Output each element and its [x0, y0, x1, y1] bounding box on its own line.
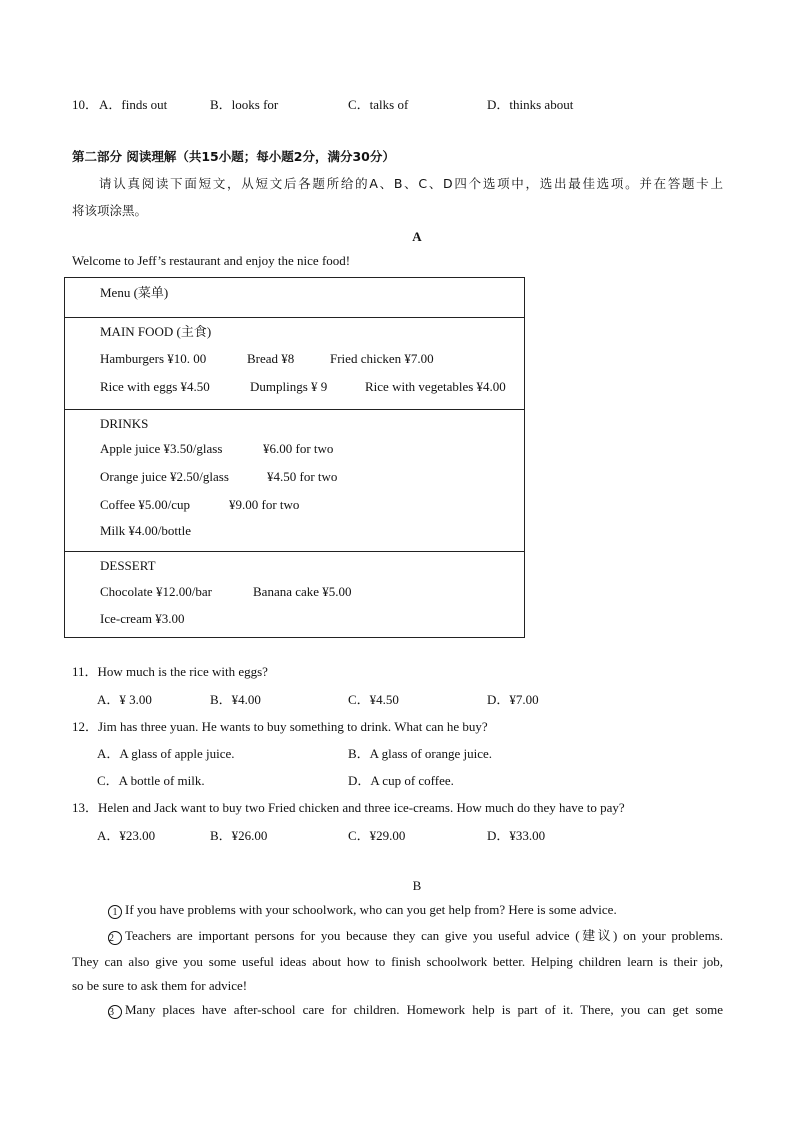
main-food-item: Hamburgers ¥10. 00: [100, 351, 207, 366]
q10-option-b: B．looks for: [210, 97, 279, 112]
q11-option-d: D．¥7.00: [487, 692, 539, 707]
drink-deal: ¥9.00 for two: [229, 497, 300, 512]
dessert-item: Banana cake ¥5.00: [253, 584, 352, 599]
drink-item: Apple juice ¥3.50/glass: [100, 441, 223, 456]
q13-option-d: D．¥33.00: [487, 828, 546, 843]
passage-b-paragraph-2-line1: [108, 928, 723, 945]
main-food-item: Dumplings ¥ 9: [250, 379, 328, 394]
q12-option-c: C．A bottle of milk.: [97, 773, 205, 788]
dessert-heading: DESSERT: [100, 558, 156, 573]
passage-b-paragraph-1: [108, 902, 617, 919]
main-food-item: Bread ¥8: [247, 351, 295, 366]
part2-instruction-line1: 请认真阅读下面短文，从短文后各题所给的A、B、C、D四个选项中，选出最佳选项。并在答题卡上: [99, 176, 723, 191]
passage-a-label: A: [412, 229, 422, 244]
drink-item: Orange juice ¥2.50/glass: [100, 469, 229, 484]
dessert-item: Chocolate ¥12.00/bar: [100, 584, 212, 599]
drink-deal: ¥6.00 for two: [263, 441, 334, 456]
q10-option-d: D．thinks about: [487, 97, 574, 112]
menu-drinks-section: [65, 409, 524, 552]
question-stem: 13．Helen and Jack want to buy two Fried chicken and three ice-creams. How much do they have to pay?: [72, 800, 625, 815]
part2-heading: 第二部分 阅读理解（共15小题；每小题2分，满分30分）: [72, 149, 395, 164]
circled-number-2: 2: [108, 931, 122, 945]
passage-b-paragraph-3-line1: [108, 1002, 723, 1019]
drink-item: Milk ¥4.00/bottle: [100, 523, 191, 538]
q13-option-b: B．¥26.00: [210, 828, 268, 843]
q10-option-c: C．talks of: [348, 97, 409, 112]
q11-option-a: A．¥ 3.00: [97, 692, 152, 707]
q11-option-c: C．¥4.50: [348, 692, 399, 707]
paragraph-text: If you have problems with your schoolwork, who can you get help from? Here is some advice.: [125, 902, 617, 917]
passage-b-label: B: [412, 878, 422, 893]
main-food-item: Rice with eggs ¥4.50: [100, 379, 210, 394]
main-food-item: Fried chicken ¥7.00: [330, 351, 434, 366]
q11-option-b: B．¥4.00: [210, 692, 261, 707]
drink-item: Coffee ¥5.00/cup: [100, 497, 191, 512]
q12-option-a: A．A glass of apple juice.: [97, 746, 235, 761]
question-stem: 11．How much is the rice with eggs?: [72, 664, 268, 679]
menu-table: [64, 277, 525, 638]
paragraph-text: Teachers are important persons for you because they can give you useful advice (建议) on your problems.: [125, 928, 723, 943]
circled-number-3: 3: [108, 1005, 122, 1019]
part2-instruction-line2: 将该项涂黑。: [72, 203, 148, 218]
q12-option-b: B．A glass of orange juice.: [348, 746, 493, 761]
passage-b-paragraph-2-line2: They can also give you some useful ideas about how to finish schoolwork better. Helping children learn is their job,: [72, 954, 723, 969]
circled-number-1: 1: [108, 905, 122, 919]
menu-title: Menu (菜单): [100, 285, 169, 300]
q13-option-c: C．¥29.00: [348, 828, 406, 843]
question-stem: 12．Jim has three yuan. He wants to buy something to drink. What can he buy?: [72, 719, 488, 734]
q10-option-a: A．finds out: [99, 97, 168, 112]
q12-option-d: D．A cup of coffee.: [348, 773, 454, 788]
main-food-heading: MAIN FOOD (主食): [100, 324, 212, 339]
dessert-item: Ice-cream ¥3.00: [100, 611, 185, 626]
passage-a-intro: Welcome to Jeff’s restaurant and enjoy the nice food!: [72, 253, 351, 268]
main-food-item: Rice with vegetables ¥4.00: [365, 379, 506, 394]
paragraph-text: Many places have after-school care for children. Homework help is part of it. There, you can get some: [125, 1002, 723, 1017]
drink-deal: ¥4.50 for two: [267, 469, 338, 484]
q10-number: 10．: [72, 97, 99, 112]
drinks-heading: DRINKS: [100, 416, 149, 431]
menu-dessert-section: [65, 551, 524, 638]
menu-main-food-section: [65, 317, 524, 410]
passage-b-paragraph-2-line3: so be sure to ask them for advice!: [72, 978, 248, 993]
q13-option-a: A．¥23.00: [97, 828, 156, 843]
